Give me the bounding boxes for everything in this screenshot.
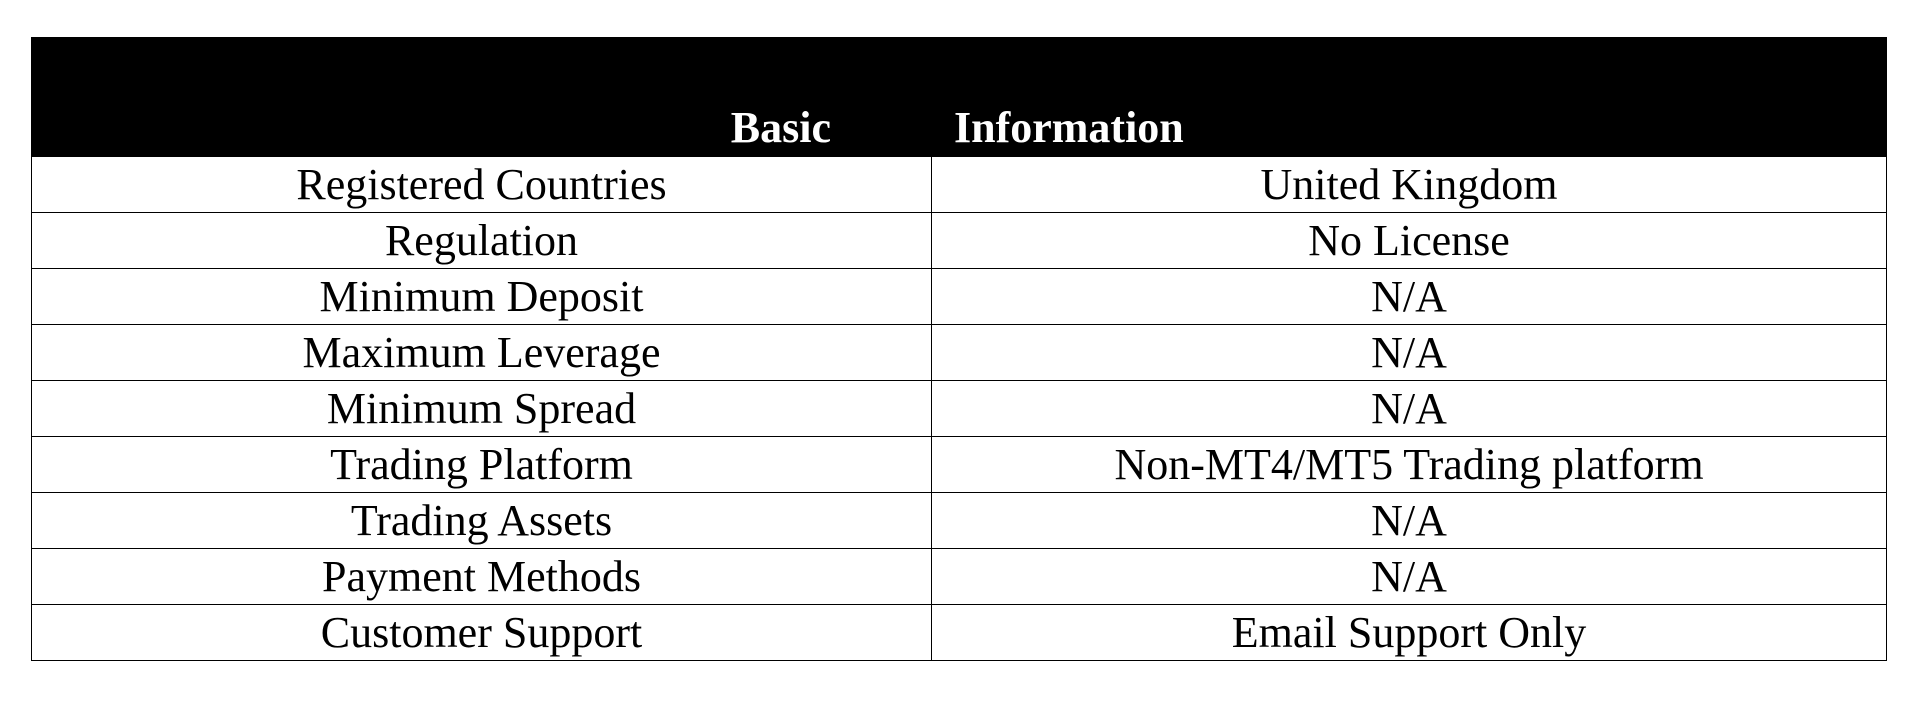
row-label: Maximum Leverage — [32, 325, 932, 381]
row-value: N/A — [932, 269, 1887, 325]
table-header — [32, 38, 1887, 157]
row-value: N/A — [932, 381, 1887, 437]
row-value: Non-MT4/MT5 Trading platform — [932, 437, 1887, 493]
table-row — [32, 157, 1887, 213]
table-row — [32, 493, 1887, 549]
row-label: Regulation — [32, 213, 932, 269]
row-value: No License — [932, 213, 1887, 269]
row-label: Trading Platform — [32, 437, 932, 493]
header-basic: Basic — [32, 38, 932, 157]
row-label: Registered Countries — [32, 157, 932, 213]
row-label: Payment Methods — [32, 549, 932, 605]
table-row — [32, 325, 1887, 381]
table-row — [32, 269, 1887, 325]
table-row — [32, 605, 1887, 661]
row-value: Email Support Only — [932, 605, 1887, 661]
row-value: N/A — [932, 325, 1887, 381]
row-label: Trading Assets — [32, 493, 932, 549]
table-row — [32, 213, 1887, 269]
row-label: Customer Support — [32, 605, 932, 661]
table-row — [32, 549, 1887, 605]
row-label: Minimum Spread — [32, 381, 932, 437]
table-header-row — [32, 38, 1887, 157]
table-row — [32, 381, 1887, 437]
row-value: N/A — [932, 493, 1887, 549]
basic-information-table — [31, 37, 1887, 661]
header-information: Information — [932, 38, 1887, 157]
table-body — [32, 157, 1887, 661]
table-row — [32, 437, 1887, 493]
row-value: N/A — [932, 549, 1887, 605]
row-label: Minimum Deposit — [32, 269, 932, 325]
row-value: United Kingdom — [932, 157, 1887, 213]
